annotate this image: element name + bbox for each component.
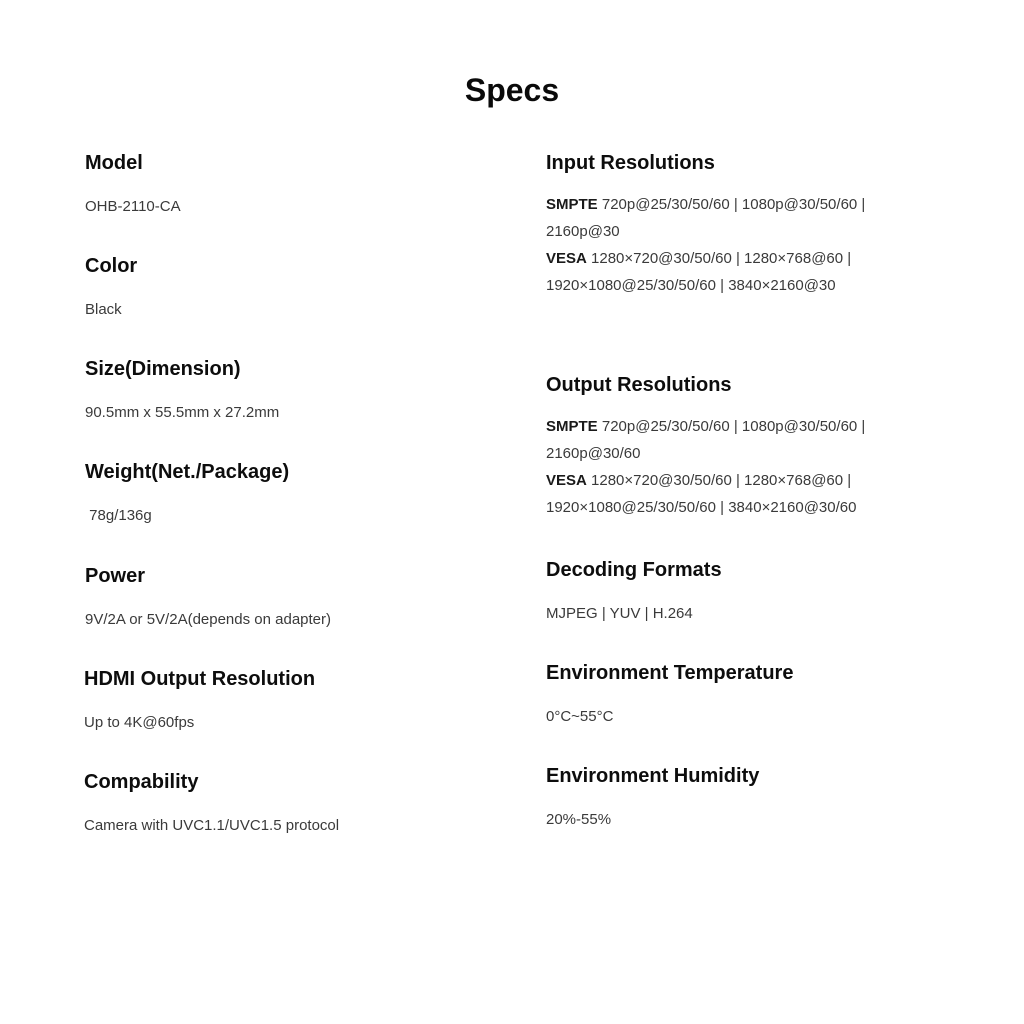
spec-power [85, 564, 331, 633]
spec-output-resolutions [546, 373, 916, 521]
spec-label: Power [85, 565, 146, 587]
spec-value: Up to 4K@60fps [84, 714, 195, 731]
spec-label: Decoding Formats [546, 559, 722, 581]
spec-environment-temperature [546, 661, 793, 730]
smpte-resolutions [546, 413, 916, 467]
resolution-list [546, 191, 916, 299]
spec-value: 90.5mm x 55.5mm x 27.2mm [85, 404, 280, 421]
spec-weight [85, 460, 289, 529]
smpte-resolutions [546, 191, 916, 245]
smpte-value: 720p@25/30/50/60 | 1080p@30/50/60 | 2160p@30/60 [546, 418, 866, 462]
smpte-tag: SMPTE [546, 418, 598, 435]
spec-decoding-formats [546, 558, 722, 627]
spec-label: Output Resolutions [546, 374, 732, 396]
spec-value: Black [85, 301, 122, 318]
spec-label: Color [85, 255, 138, 277]
spec-label: Weight(Net./Package) [85, 461, 290, 483]
spec-value: 9V/2A or 5V/2A(depends on adapter) [85, 611, 332, 628]
vesa-value: 1280×720@30/50/60 | 1280×768@60 | 1920×1080@25/30/50/60 | 3840×2160@30 [546, 250, 852, 294]
spec-label: Environment Humidity [546, 765, 760, 787]
spec-value: 20%-55% [546, 811, 612, 828]
vesa-resolutions [546, 245, 916, 299]
spec-value: 78g/136g [85, 507, 152, 524]
spec-value: MJPEG | YUV | H.264 [546, 605, 693, 622]
vesa-tag: VESA [546, 472, 587, 489]
page-title: Specs [464, 72, 560, 108]
spec-environment-humidity [546, 764, 759, 833]
spec-label: Environment Temperature [546, 662, 794, 684]
spec-compability [84, 770, 339, 839]
spec-input-resolutions [546, 151, 916, 299]
vesa-resolutions [546, 467, 916, 521]
spec-label: Size(Dimension) [85, 358, 241, 380]
spec-size [85, 357, 279, 426]
spec-label: HDMI Output Resolution [84, 668, 316, 690]
spec-value: Camera with UVC1.1/UVC1.5 protocol [84, 817, 340, 834]
spec-color [85, 254, 137, 323]
spec-label: Model [85, 152, 143, 174]
resolution-list [546, 413, 916, 521]
smpte-value: 720p@25/30/50/60 | 1080p@30/50/60 | 2160p@30 [546, 196, 866, 240]
spec-model [85, 151, 181, 220]
spec-label: Compability [84, 771, 199, 793]
spec-value: 0°C~55°C [546, 708, 614, 725]
vesa-tag: VESA [546, 250, 587, 267]
vesa-value: 1280×720@30/50/60 | 1280×768@60 | 1920×1080@25/30/50/60 | 3840×2160@30/60 [546, 472, 857, 516]
spec-hdmi-output-resolution [84, 667, 315, 736]
smpte-tag: SMPTE [546, 196, 598, 213]
spec-label: Input Resolutions [546, 152, 715, 174]
spec-value: OHB-2110-CA [85, 198, 181, 215]
